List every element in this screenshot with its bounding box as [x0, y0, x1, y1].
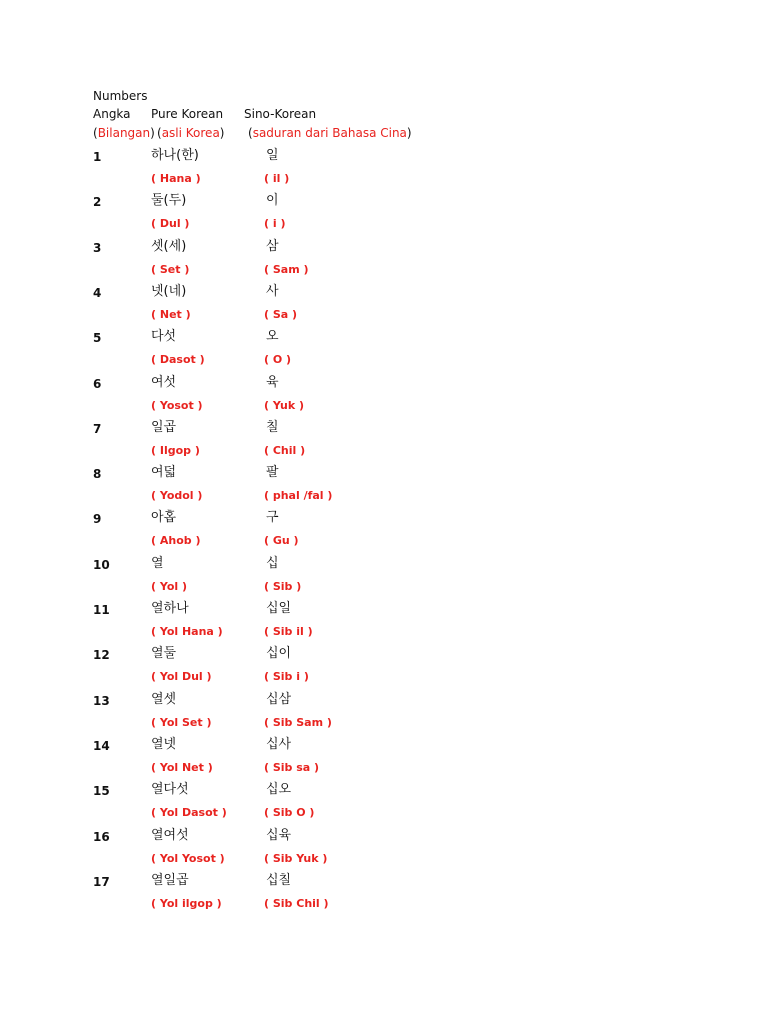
- table-row: [0, 738, 768, 783]
- row-number: 8: [93, 467, 102, 482]
- table-row: [0, 194, 768, 239]
- sino-korean-hangul: 십오: [266, 782, 292, 798]
- subheader-asli-korea-text: asli Korea: [161, 126, 220, 140]
- table-row: [0, 647, 768, 692]
- pure-korean-hangul: 여덟: [151, 465, 177, 481]
- pure-korean-romanization: ( Set ): [151, 262, 190, 276]
- sino-korean-hangul: 십이: [266, 646, 292, 662]
- sino-korean-romanization: ( Sib sa ): [264, 760, 320, 774]
- header-sino-korean: Sino-Korean: [244, 107, 317, 121]
- page-title: Numbers: [93, 89, 148, 103]
- sino-korean-hangul: 사: [266, 283, 279, 299]
- row-number: 15: [93, 784, 110, 799]
- pure-korean-romanization: ( Yol Hana ): [151, 625, 223, 638]
- table-row: [0, 240, 768, 285]
- pure-korean-romanization: ( Dul ): [151, 217, 190, 231]
- subheader-asli-korea: [157, 125, 224, 141]
- sino-korean-romanization: ( Sib il ): [264, 625, 313, 638]
- pure-korean-hangul: 열: [151, 555, 164, 571]
- row-number: 12: [93, 648, 110, 663]
- pure-korean-hangul: 열여섯: [151, 827, 189, 843]
- header-pure-korean: Pure Korean: [151, 107, 224, 121]
- pure-korean-romanization: ( Yol Dasot ): [151, 806, 227, 820]
- subheader-bilangan-text: Bilangan: [97, 126, 151, 140]
- sino-korean-romanization: ( Sib ): [264, 579, 302, 593]
- row-number: 3: [93, 240, 102, 255]
- row-number: 2: [93, 195, 102, 210]
- pure-korean-hangul: 열일곱: [151, 872, 189, 888]
- subheader-saduran-text: saduran dari Bahasa Cina: [252, 126, 407, 140]
- sino-korean-romanization: ( Gu ): [264, 534, 299, 548]
- row-number: 17: [93, 874, 110, 889]
- sino-korean-hangul: 십일: [266, 601, 292, 616]
- pure-korean-romanization: ( Yodol ): [151, 489, 203, 503]
- pure-korean-hangul: 셋(세): [151, 238, 187, 254]
- pure-korean-romanization: ( Yol Net ): [151, 760, 213, 774]
- pure-korean-hangul: 아홉: [151, 510, 177, 526]
- subheader-saduran: [248, 125, 412, 141]
- sino-korean-hangul: 십사: [266, 736, 292, 752]
- pure-korean-hangul: 하나(한): [151, 148, 199, 163]
- sino-korean-romanization: ( Sib i ): [264, 670, 309, 684]
- subheader-bilangan-close: ): [150, 126, 155, 140]
- table-row: [0, 874, 768, 919]
- sino-korean-hangul: 구: [266, 510, 279, 526]
- row-number: 5: [93, 331, 102, 346]
- subheader-saduran-open: (: [248, 126, 253, 140]
- row-number: 1: [93, 150, 102, 164]
- sino-korean-romanization: ( Sib Chil ): [264, 896, 329, 910]
- subheader-asli-korea-open: (: [157, 126, 162, 140]
- row-number: 7: [93, 421, 102, 436]
- pure-korean-hangul: 여섯: [151, 374, 177, 390]
- table-row: [0, 376, 768, 421]
- sino-korean-hangul: 육: [266, 374, 279, 390]
- pure-korean-romanization: ( Yol ilgop ): [151, 896, 222, 910]
- subheader-bilangan-open: (: [93, 126, 98, 140]
- sino-korean-hangul: 삼: [266, 238, 279, 254]
- row-number: 4: [93, 285, 102, 300]
- pure-korean-hangul: 일곱: [151, 419, 177, 435]
- table-row: [0, 783, 768, 828]
- pure-korean-romanization: ( Ahob ): [151, 534, 201, 548]
- row-number: 10: [93, 557, 110, 572]
- table-row: [0, 285, 768, 330]
- sino-korean-hangul: 십: [266, 555, 279, 571]
- pure-korean-romanization: ( Hana ): [151, 172, 201, 185]
- row-number: 14: [93, 738, 110, 753]
- pure-korean-romanization: ( Ilgop ): [151, 443, 200, 457]
- sino-korean-romanization: ( Yuk ): [264, 398, 305, 412]
- sino-korean-romanization: ( O ): [264, 353, 292, 367]
- pure-korean-romanization: ( Yol Dul ): [151, 670, 212, 684]
- sino-korean-romanization: ( phal /fal ): [264, 489, 333, 503]
- row-number: 16: [93, 829, 110, 844]
- table-row: [0, 466, 768, 511]
- pure-korean-romanization: ( Yol Yosot ): [151, 851, 225, 865]
- sino-korean-hangul: 칠: [266, 419, 279, 435]
- sino-korean-romanization: ( Sib Sam ): [264, 715, 332, 729]
- sino-korean-romanization: ( Sib O ): [264, 806, 315, 820]
- sino-korean-romanization: ( il ): [264, 172, 290, 185]
- pure-korean-romanization: ( Yosot ): [151, 398, 203, 412]
- pure-korean-romanization: ( Dasot ): [151, 353, 205, 367]
- pure-korean-romanization: ( Yol ): [151, 579, 187, 593]
- row-number: 6: [93, 376, 102, 391]
- subheader-saduran-close: ): [406, 126, 412, 140]
- pure-korean-hangul: 열넷: [151, 736, 177, 752]
- table-row: [0, 557, 768, 602]
- pure-korean-hangul: 열셋: [151, 691, 177, 707]
- pure-korean-hangul: 다섯: [151, 329, 177, 345]
- pure-korean-hangul: 열하나: [151, 601, 189, 616]
- table-row: [0, 602, 768, 647]
- sino-korean-hangul: 십삼: [266, 691, 292, 707]
- sino-korean-hangul: 십육: [266, 827, 292, 843]
- pure-korean-hangul: 열둘: [151, 646, 177, 662]
- table-row: [0, 149, 768, 194]
- sino-korean-romanization: ( Chil ): [264, 443, 306, 457]
- sino-korean-hangul: 팔: [266, 465, 279, 481]
- subheader-bilangan: [93, 125, 155, 141]
- table-row: [0, 421, 768, 466]
- pure-korean-romanization: ( Net ): [151, 307, 191, 321]
- row-number: 11: [93, 603, 110, 617]
- pure-korean-hangul: 둘(두): [151, 193, 187, 209]
- sino-korean-hangul: 오: [266, 329, 279, 345]
- sino-korean-romanization: ( Sa ): [264, 307, 298, 321]
- pure-korean-hangul: 열다섯: [151, 782, 189, 798]
- table-row: [0, 829, 768, 874]
- pure-korean-romanization: ( Yol Set ): [151, 715, 212, 729]
- table-row: [0, 693, 768, 738]
- sino-korean-hangul: 이: [266, 193, 279, 209]
- sino-korean-hangul: 십칠: [266, 872, 292, 888]
- table-row: [0, 330, 768, 375]
- table-row: [0, 511, 768, 556]
- sino-korean-romanization: ( Sam ): [264, 262, 309, 276]
- sino-korean-romanization: ( i ): [264, 217, 286, 231]
- sino-korean-hangul: 일: [266, 148, 279, 163]
- row-number: 13: [93, 693, 110, 708]
- header-angka: Angka: [93, 107, 131, 121]
- sino-korean-romanization: ( Sib Yuk ): [264, 851, 328, 865]
- pure-korean-hangul: 넷(네): [151, 283, 187, 299]
- row-number: 9: [93, 512, 102, 527]
- subheader-asli-korea-close: ): [219, 126, 225, 140]
